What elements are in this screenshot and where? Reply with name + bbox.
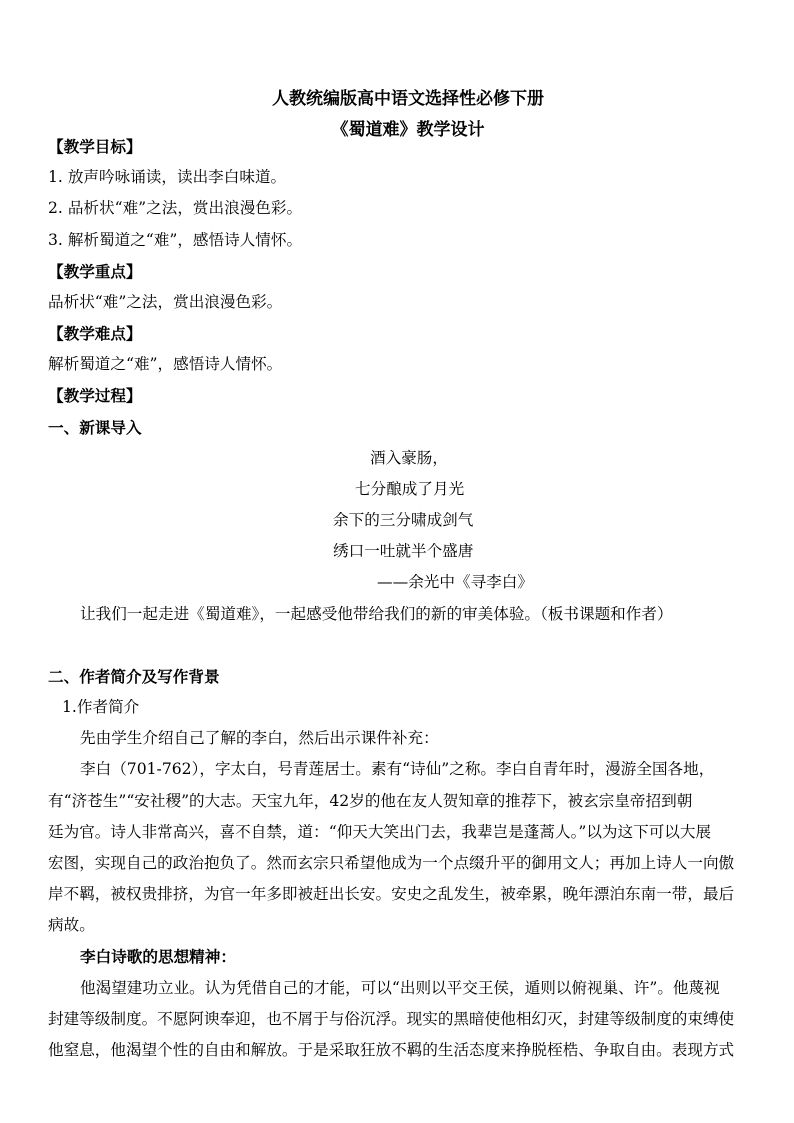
- author-intro-subheading: 1.作者简介: [62, 698, 140, 717]
- section2-heading: 二、作者简介及写作背景: [48, 666, 220, 686]
- bio-line: 廷为官。诗人非常高兴，喜不自禁，道：“仰天大笑出门去，我辈岂是蓬蒿人。”以为这下可以大展: [48, 822, 712, 841]
- spirit-line: 他窒息，他渴望个性的自由和解放。于是采取狂放不羁的生活态度来挣脱桎梏、争取自由。表现方式: [48, 1040, 735, 1059]
- spirit-line: 他渴望建功立业。认为凭借自己的才能，可以“出则以平交王侯，遁则以俯视巢、许”。他蔑视: [80, 978, 720, 997]
- poem-line: 七分酿成了月光: [355, 479, 465, 498]
- poem-line: 酒入豪肠，: [370, 448, 448, 467]
- difficulty-text: 解析蜀道之“难”，感悟诗人情怀。: [48, 355, 283, 374]
- author-intro-text: 先由学生介绍自己了解的李白，然后出示课件补充：: [80, 729, 439, 748]
- spirit-heading: 李白诗歌的思想精神：: [80, 947, 236, 967]
- poem: [48, 443, 748, 599]
- bio-line: 李白（701-762），字太白，号青莲居士。素有“诗仙”之称。李白自青年时，漫游全国各地，: [80, 760, 715, 779]
- bio-line: 岸不羁，被权贵排挤，为官一年多即被赶出长安。安史之乱发生，被牵累，晚年漂泊东南一带，最后: [48, 885, 735, 904]
- document-body: [48, 131, 748, 1066]
- bio-line: 病故。: [48, 916, 95, 935]
- document-title: 人教统编版高中语文选择性必修下册: [272, 89, 544, 109]
- intro-text: 让我们一起走进《蜀道难》，一起感受他带给我们的新的审美体验。（板书课题和作者）: [80, 604, 673, 623]
- document-subtitle: 《蜀道难》教学设计: [331, 120, 485, 140]
- process-heading: 【教学过程】: [48, 386, 142, 406]
- section1-heading: 一、新课导入: [48, 417, 142, 437]
- difficulty-heading: 【教学难点】: [48, 324, 142, 344]
- bio-line: 宏图，实现自己的政治抱负了。然而玄宗只希望他成为一个点缀升平的御用文人；再加上诗人一向傲: [48, 853, 735, 872]
- goals-heading: 【教学目标】: [48, 137, 142, 156]
- poem-line: 绣口一吐就半个盛唐: [333, 542, 474, 561]
- key-point-text: 品析状“难”之法，赏出浪漫色彩。: [48, 292, 283, 311]
- key-point-heading: 【教学重点】: [48, 261, 142, 281]
- bio-line: 有“济苍生”“安社稷”的大志。天宝九年，42岁的他在友人贺知章的推荐下，被玄宗皇帝招到朝: [48, 791, 693, 810]
- goal-item: 1. 放声吟咏诵读，读出李白味道。: [48, 168, 287, 187]
- document-page: [48, 0, 748, 1066]
- goal-item: 3. 解析蜀道之“难”，感悟诗人情怀。: [48, 230, 303, 249]
- poem-attribution: ——余光中《寻李白》: [377, 573, 533, 592]
- goal-item: 2. 品析状“难”之法，赏出浪漫色彩。: [48, 199, 303, 218]
- spirit-line: 封建等级制度。不愿阿谀奉迎，也不屑于与俗沉浮。现实的黑暗使他相幻灭，封建等级制度的束缚使: [48, 1009, 735, 1028]
- poem-line: 余下的三分啸成剑气: [333, 511, 474, 530]
